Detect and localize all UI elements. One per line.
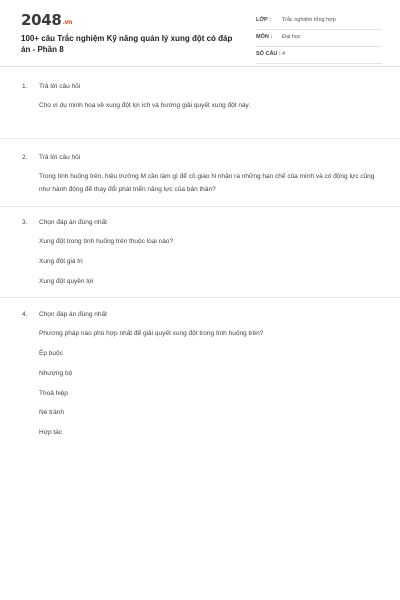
answer-option[interactable]: Nhượng bộ [39,370,73,377]
meta-value-subject: Đại học [282,34,301,40]
answer-option[interactable]: Xung đột quyền lợi [39,278,94,285]
answer-option[interactable]: Né tránh [39,409,64,416]
question-divider [0,138,400,139]
document-meta [256,15,382,66]
meta-row-count [256,49,382,64]
meta-value-count: 4 [282,51,286,57]
question-text: Xung đột trong tình huống trên thuộc loại nào? [39,238,174,245]
header-divider [0,66,400,67]
answer-option[interactable]: Hợp tác [39,429,63,436]
answer-option[interactable]: Ép buộc [39,350,63,357]
meta-row-subject [256,32,382,47]
question-text: Cho ví dụ minh hoạ về xung đột lợi ích và hướng giải quyết xung đột này. [39,102,251,109]
question-type: Trả lời câu hỏi [39,154,81,161]
question-number: 4. [22,311,28,318]
meta-key-subject: MÔN : [256,34,273,40]
meta-value-class: Trắc nghiệm tổng hợp [282,17,336,23]
question-type: Trả lời câu hỏi [39,83,81,90]
question-divider [0,206,400,207]
question-number: 3. [22,219,28,226]
site-logo[interactable] [21,13,72,28]
meta-key-count: SỐ CÂU : [256,51,281,57]
question-type: Chọn đáp án đúng nhất [39,311,107,318]
question-type: Chọn đáp án đúng nhất [39,219,107,226]
logo-suffix: .vn [62,19,73,26]
question-number: 2. [22,154,28,161]
question-text: Phương pháp nào phù hợp nhất để giải quyết xung đột trong tình huống trên? [39,330,264,337]
logo-text: 2048 [21,11,62,29]
question-text: Trong tình huống trên, hiệu trưởng M cần làm gì để cô giáo N nhận ra những hạn chế của mình và có động lực cũng như hành động để thay đổi phát triển năng lực của bản thân? [39,173,375,193]
meta-key-class: LỚP : [256,17,271,23]
question-divider [0,297,400,298]
answer-option[interactable]: Xung đột giá trị [39,258,83,265]
answer-option[interactable]: Thoả hiệp [39,390,68,397]
meta-row-class [256,15,382,30]
question-number: 1. [22,83,28,90]
document-title: 100+ câu Trắc nghiệm Kỹ năng quản lý xung đột có đáp án - Phần 8 [21,34,233,54]
